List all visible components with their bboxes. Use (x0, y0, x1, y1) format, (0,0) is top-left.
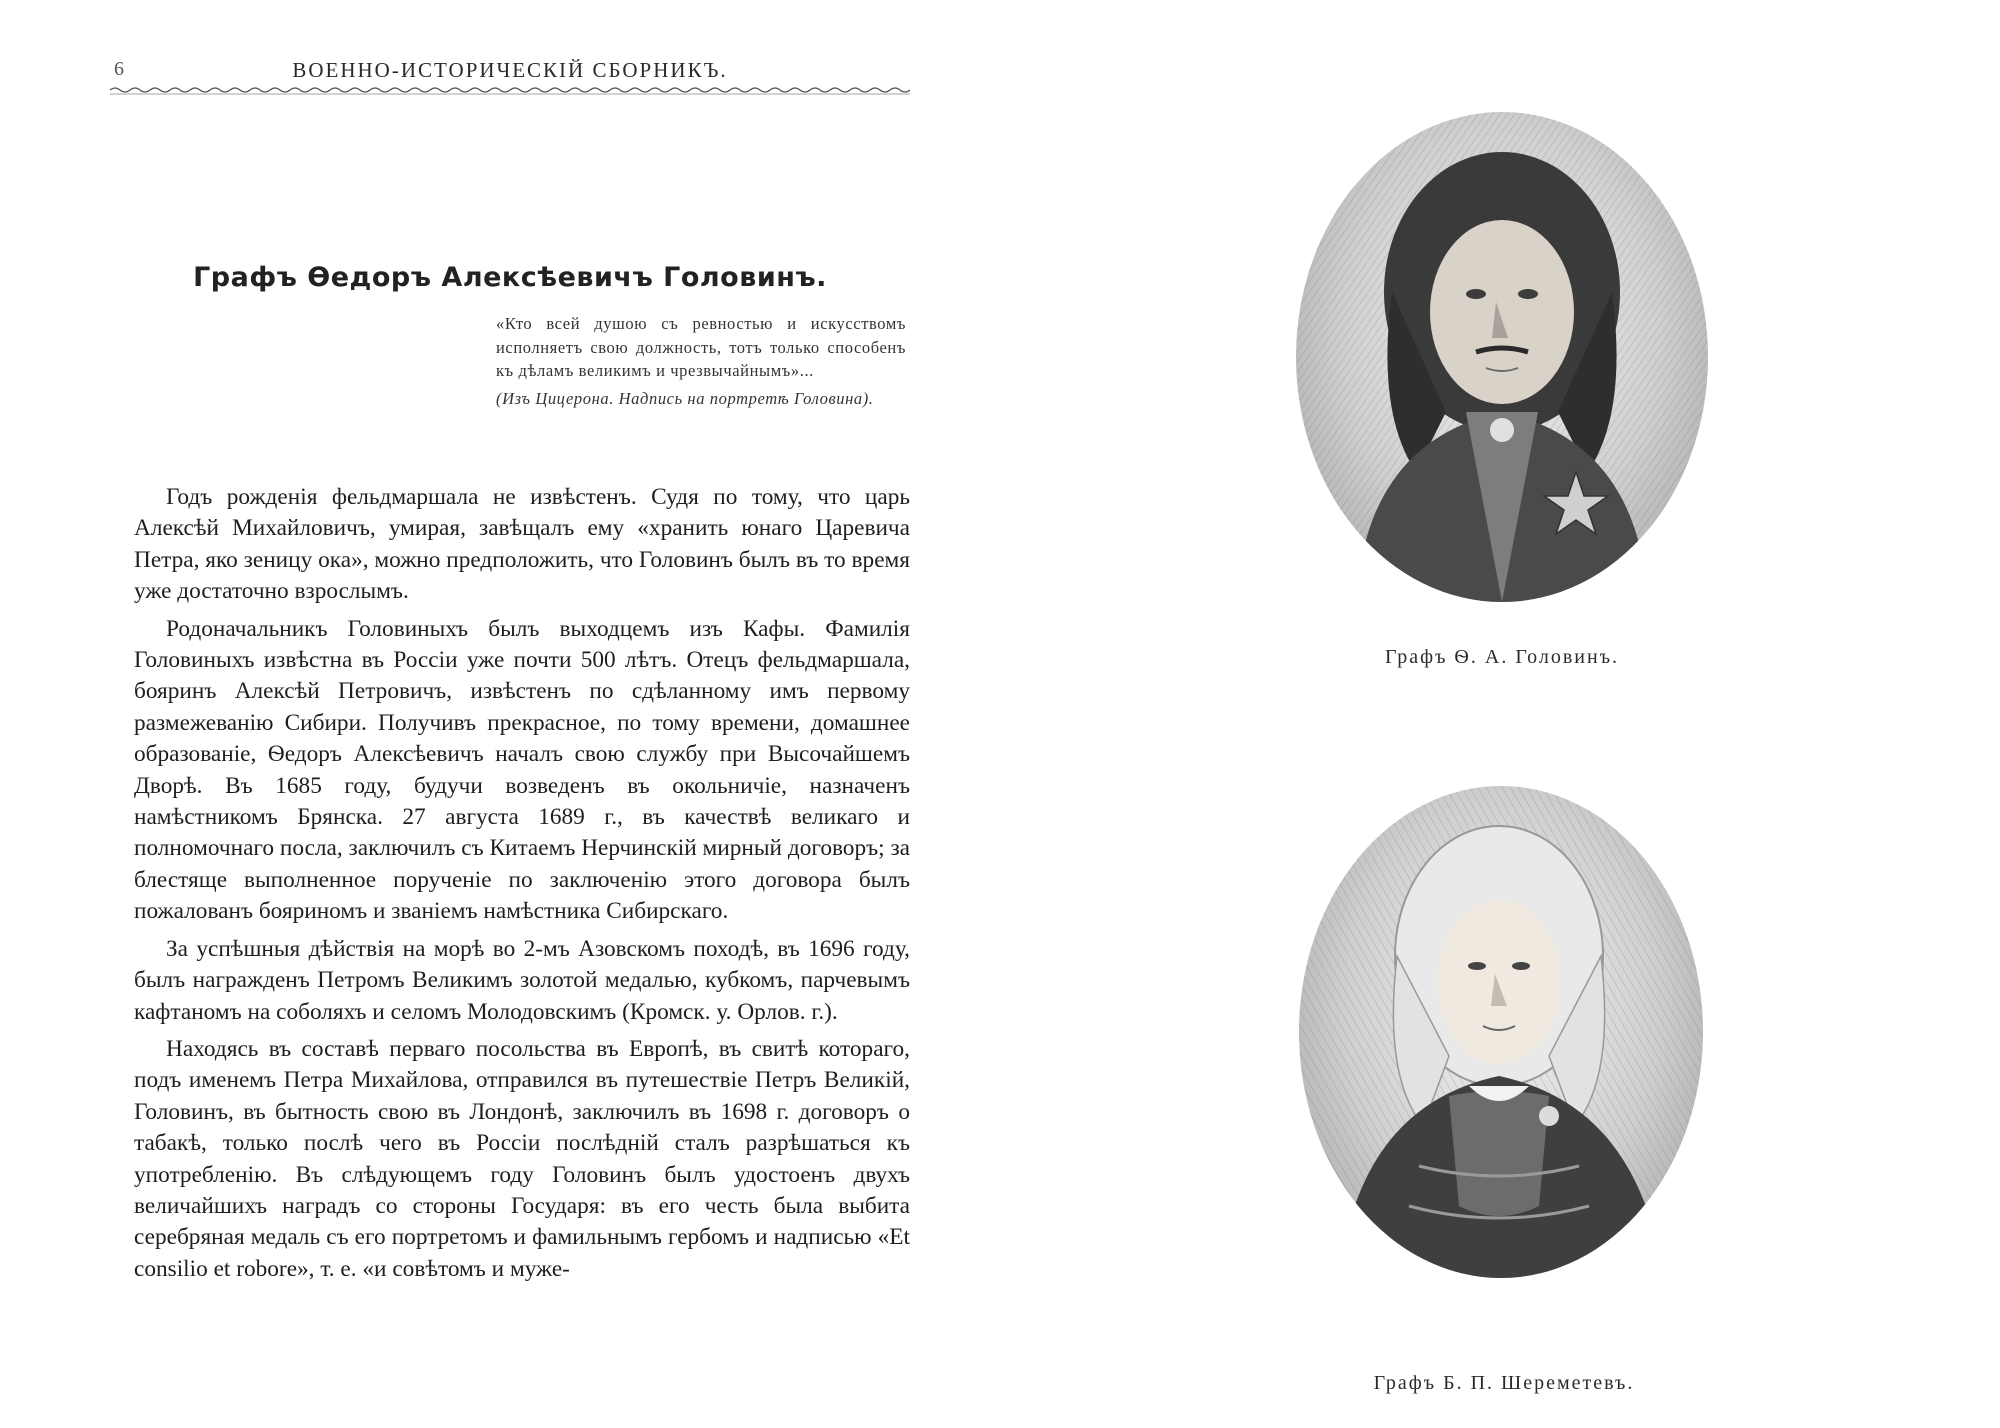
portrait-golovin (1296, 112, 1708, 602)
paragraph: За успѣшныя дѣйствія на морѣ во 2-мъ Азовскомъ походѣ, въ 1696 году, былъ награжденъ Петромъ Великимъ золотой медалью, кубкомъ, парчевымъ кафтаномъ на соболяхъ и селомъ Молодовскимъ (Кромск. у. Орлов. г.). (134, 935, 910, 1025)
paragraph: Находясь въ составѣ перваго посольства въ Европѣ, въ свитѣ котораго, подъ именемъ Петра Михайлова, отправился въ путешествіе Петръ Великій, Головинъ, въ бытность свою въ Лондонѣ, заключилъ въ 1698 г. договоръ о табакѣ, только послѣ чего въ Россіи послѣдній сталъ разрѣшаться къ употребленію. Въ слѣдующемъ году Головинъ былъ удостоенъ двухъ величайшихъ наградъ со стороны Государя: въ его честь была выбита серебряная медаль съ его портретомъ и фамильнымъ гербомъ и надписью «Et consilio et robore», т. е. «и совѣтомъ и муже- (134, 1035, 910, 1282)
journal-title: ВОЕННО-ИСТОРИЧЕСКІЙ СБОРНИКЪ. (292, 58, 728, 82)
right-page (1210, 0, 2000, 1428)
running-head (110, 54, 910, 94)
article-body (134, 482, 910, 1291)
article-title: Графъ Ѳедоръ Алексѣевичъ Головинъ. (193, 262, 827, 294)
portrait-sheremetev (1299, 786, 1703, 1278)
paragraph: Годъ рожденія фельдмаршала не извѣстенъ. Судя по тому, что царь Алексѣй Михайловичъ, умирая, завѣщалъ ему «хранить юнаго Царевича Петра, яко зеницу ока», можно предположить, что Головинъ былъ въ то время уже достаточно взрослымъ. (134, 484, 910, 605)
portrait-sheremetev-engraving (1299, 786, 1703, 1278)
epigraph-attribution: (Изъ Цицерона. Надпись на портретѣ Головина). (496, 388, 874, 408)
epigraph-quote: «Кто всей душою съ ревностью и искусствомъ исполняетъ свою должность, тотъ только способенъ къ дѣламъ великимъ и чрезвычайнымъ»... (496, 314, 906, 380)
page-number: 6 (114, 58, 124, 80)
portrait-caption-sheremetev: Графъ Б. П. Шереметевъ. (1373, 1372, 1635, 1394)
left-page (110, 0, 910, 1428)
portrait-caption-golovin: Графъ Ѳ. А. Головинъ. (1384, 646, 1620, 668)
wavy-rule (110, 84, 910, 98)
portrait-golovin-engraving (1296, 112, 1708, 602)
epigraph (496, 312, 906, 410)
paragraph: Родоначальникъ Головиныхъ былъ выходцемъ изъ Кафы. Фамилія Головиныхъ извѣстна въ Россіи уже почти 500 лѣтъ. Отецъ фельдмаршала, бояринъ Алексѣй Петровичъ, извѣстенъ по сдѣланному имъ первому размежеванію Сибири. Получивъ прекрасное, по тому времени, домашнее образованіе, Ѳедоръ Алексѣевичъ началъ свою службу при Высочайшемъ Дворѣ. Въ 1685 году, будучи возведенъ въ окольничіе, назначенъ намѣстникомъ Брянска. 27 августа 1689 г., въ качествѣ великаго и полномочнаго посла, заключилъ съ Китаемъ Нерчинскій мирный договоръ; за блестяще выполненное порученіе по заключенію этого договора былъ пожалованъ бояриномъ и званіемъ намѣстника Сибирскаго. (134, 615, 910, 925)
